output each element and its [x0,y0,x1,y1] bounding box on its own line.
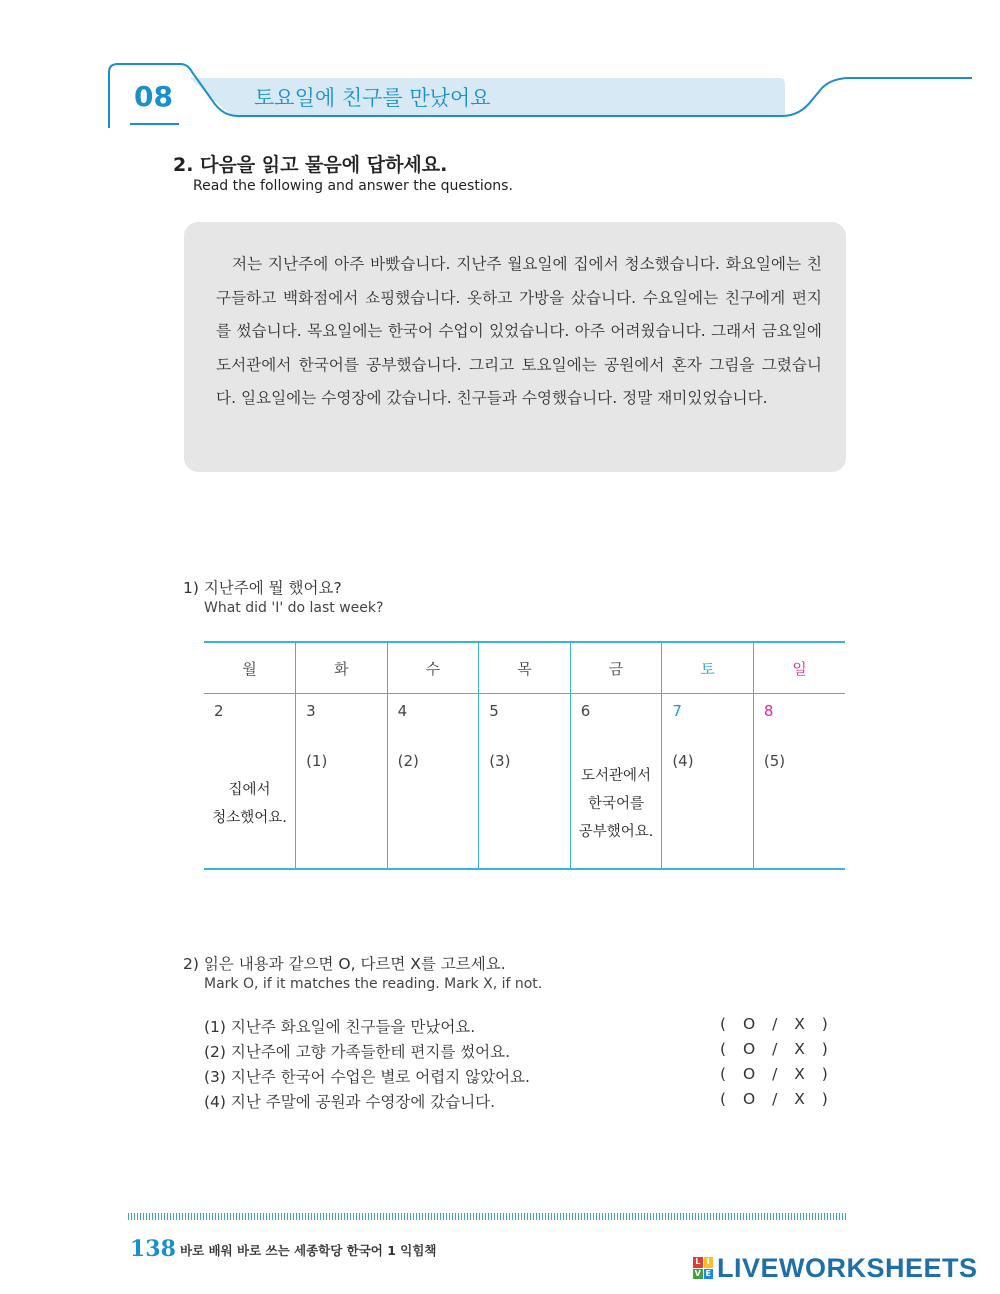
date-label: 2 [214,702,224,720]
book-title: 바로 배워 바로 쓰는 세종학당 한국어 1 익힘책 [180,1243,437,1258]
ox-statement-2: (2) 지난주에 고향 가족들한테 편지를 썼어요. [204,1043,511,1061]
date-label-sunday: 8 [763,702,774,720]
day-cell-monday [204,694,296,870]
day-cell-sunday[interactable] [753,694,845,870]
question-subtitle: Read the following and answer the questions. [193,178,513,194]
answer-text: 한국어를 [588,796,645,812]
reading-passage: 저는 지난주에 아주 바빴습니다. 지난주 월요일에 집에서 청소했습니다. 화요일에는 친구들하고 백화점에서 쇼핑했습니다. 옷하고 가방을 샀습니다. 수요일에는 친구에게 편지를 썼습니다. 목요일에는 한국어 수업이 있었습니다. 아주 어려웠습니다. 그래서 금요일에 도서관에서 한국어를 공부했습니다. 그리고 토요일에는 공원에서 혼자 그림을 그렸습니다. 일요일에는 수영장에 갔습니다. 친구들과 수영했습니다. 정말 재미있었습니다. [216,255,822,407]
ox-statement-4: (4) 지난 주말에 공원과 수영장에 갔습니다. [204,1093,496,1111]
liveworksheets-icon: L I V E [693,1257,713,1279]
table-row [204,694,845,870]
question-title: 2. 다음을 읽고 물음에 답하세요. [173,154,448,176]
ox-choice-1[interactable]: ( O / X ) [720,1015,829,1033]
date-label-saturday: 7 [672,702,682,720]
answer-text: 도서관에서 [581,768,652,784]
day-header-saturday: 토 [662,642,754,694]
date-label: 3 [306,702,316,720]
chapter-number: 08 [134,80,173,113]
chapter-title: 토요일에 친구를 만났어요 [254,86,491,110]
date-label: 6 [580,702,591,720]
day-header: 금 [570,642,662,694]
answer-blank-5[interactable]: (5) [763,752,786,770]
q2-subtitle: Mark O, if it matches the reading. Mark X, if not. [204,976,543,992]
day-cell-tuesday[interactable] [296,694,388,870]
ox-choice-2[interactable]: ( O / X ) [720,1040,829,1058]
day-cell-thursday[interactable] [479,694,571,870]
answer-blank-3[interactable]: (3) [489,752,511,770]
answer-blank-1[interactable]: (1) [306,752,328,770]
answer-blank-4[interactable]: (4) [672,752,694,770]
answer-text: 공부했어요. [578,824,654,840]
day-header-sunday: 일 [753,642,845,694]
day-header: 화 [296,642,388,694]
ox-choice-3[interactable]: ( O / X ) [720,1065,829,1083]
day-cell-saturday[interactable] [662,694,754,870]
chapter-header-decoration [0,0,1000,140]
q1-subtitle: What did 'I' do last week? [204,600,384,616]
answer-blank-2[interactable]: (2) [397,752,419,770]
ox-choice-4[interactable]: ( O / X ) [720,1090,829,1108]
day-header: 목 [479,642,571,694]
day-header: 월 [204,642,296,694]
day-cell-wednesday[interactable] [387,694,479,870]
table-header-row [204,642,845,694]
page-number: 138 [130,1236,176,1262]
liveworksheets-text: LIVEWORKSHEETS [717,1252,978,1283]
date-label: 5 [489,702,499,720]
day-cell-friday [570,694,662,870]
ox-statement-3: (3) 지난주 한국어 수업은 별로 어렵지 않았어요. [204,1068,530,1086]
q1-title: 1) 지난주에 뭘 했어요? [183,579,342,597]
footer-divider [128,1213,847,1220]
date-label: 4 [397,702,408,720]
answer-text: 청소했어요. [212,810,287,826]
week-table [204,641,845,870]
ox-statement-1: (1) 지난주 화요일에 친구들을 만났어요. [204,1018,476,1036]
q2-title: 2) 읽은 내용과 같으면 O, 다르면 X를 고르세요. [183,955,506,973]
liveworksheets-logo[interactable] [693,1253,978,1283]
answer-text: 집에서 [228,782,271,798]
day-header: 수 [387,642,479,694]
